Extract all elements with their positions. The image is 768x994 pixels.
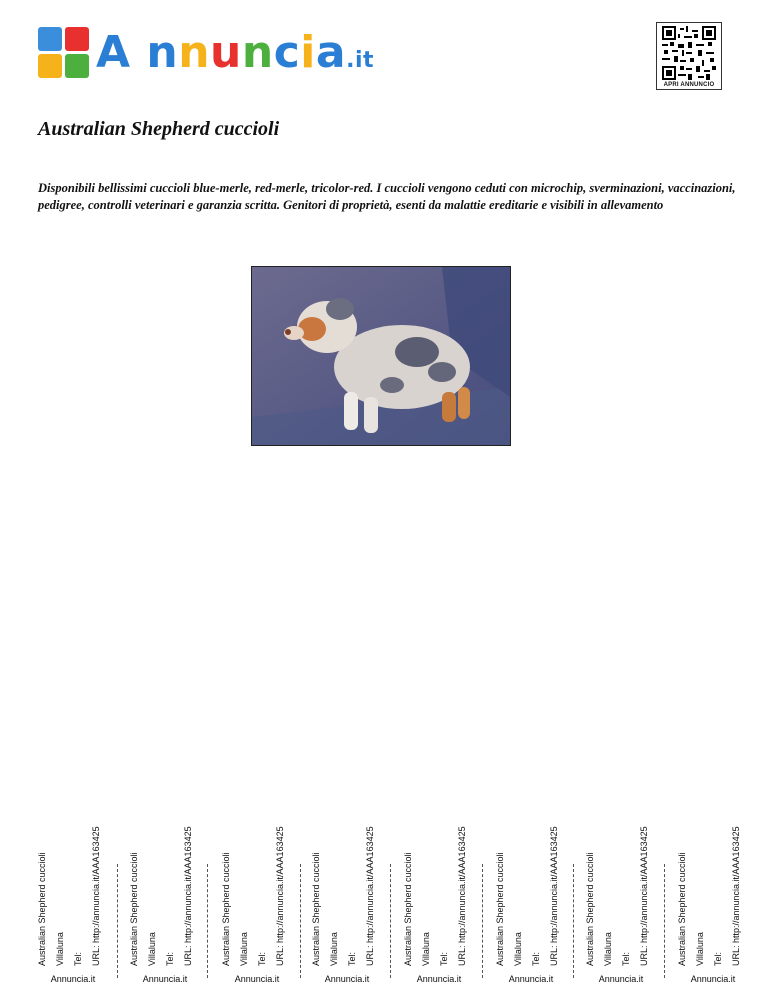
- strip-title: Australian Shepherd cuccioli: [129, 852, 139, 966]
- strip-tel: Tel:: [713, 951, 723, 966]
- strip-location: Villaluna: [603, 932, 613, 966]
- strip-title: Australian Shepherd cuccioli: [311, 852, 321, 966]
- puppy-image: [252, 267, 510, 445]
- cut-line: [664, 864, 665, 978]
- logo-squares-icon: [38, 27, 90, 79]
- tear-off-strip[interactable]: [670, 780, 756, 984]
- strip-tel: Tel:: [439, 951, 449, 966]
- tear-off-strips: [30, 780, 750, 984]
- strip-location: Villaluna: [55, 932, 65, 966]
- qr-code-box[interactable]: [656, 22, 722, 90]
- strip-brand: Annuncia.it: [598, 974, 644, 984]
- strip-title: Australian Shepherd cuccioli: [403, 852, 413, 966]
- ad-description: Disponibili bellissimi cuccioli blue-merle, red-merle, tricolor-red. I cuccioli vengono ceduti con microchip, sverminazioni, vaccinazioni, pedigree, controlli veterinari e garanzia scritta. Genitori di proprietà, esenti da malattie ereditarie e visibili in allevamento: [38, 181, 736, 212]
- strip-title: Australian Shepherd cuccioli: [585, 852, 595, 966]
- qr-label: APRI ANNUNCIO: [663, 82, 715, 88]
- strip-title: Australian Shepherd cuccioli: [495, 852, 505, 966]
- strip-brand: Annuncia.it: [50, 974, 96, 984]
- strip-url: URL: http://annuncia.it/AAA163425: [365, 826, 375, 966]
- logo-wordmark-colored: nnuncia: [146, 27, 347, 78]
- logo-wordmark: A nnuncia.it: [96, 27, 375, 78]
- strip-brand: Annuncia.it: [142, 974, 188, 984]
- annuncia-logo[interactable]: [38, 26, 374, 80]
- strip-url: URL: http://annuncia.it/AAA163425: [731, 826, 741, 966]
- strip-url: URL: http://annuncia.it/AAA163425: [549, 826, 559, 966]
- strip-tel: Tel:: [165, 951, 175, 966]
- tear-off-strip[interactable]: [214, 780, 300, 984]
- strip-url: URL: http://annuncia.it/AAA163425: [457, 826, 467, 966]
- strip-tel: Tel:: [347, 951, 357, 966]
- cut-line: [390, 864, 391, 978]
- strip-tel: Tel:: [73, 951, 83, 966]
- cut-line: [117, 864, 118, 978]
- tear-off-strip[interactable]: [488, 780, 574, 984]
- strip-title: Australian Shepherd cuccioli: [221, 852, 231, 966]
- strip-title: Australian Shepherd cuccioli: [677, 852, 687, 966]
- cut-line: [300, 864, 301, 978]
- tear-off-strip[interactable]: [578, 780, 664, 984]
- strip-url: URL: http://annuncia.it/AAA163425: [639, 826, 649, 966]
- strip-location: Villaluna: [329, 932, 339, 966]
- strip-location: Villaluna: [695, 932, 705, 966]
- tear-off-strip[interactable]: [396, 780, 482, 984]
- cut-line: [482, 864, 483, 978]
- strip-url: URL: http://annuncia.it/AAA163425: [183, 826, 193, 966]
- tear-off-strip[interactable]: [304, 780, 390, 984]
- tear-off-strip[interactable]: [30, 780, 116, 984]
- puppy-photo: [251, 266, 511, 446]
- tear-off-strip[interactable]: [122, 780, 208, 984]
- strip-brand: Annuncia.it: [690, 974, 736, 984]
- strip-location: Villaluna: [239, 932, 249, 966]
- strip-brand: Annuncia.it: [234, 974, 280, 984]
- strip-location: Villaluna: [421, 932, 431, 966]
- strip-location: Villaluna: [513, 932, 523, 966]
- strip-tel: Tel:: [621, 951, 631, 966]
- strip-url: URL: http://annuncia.it/AAA163425: [91, 826, 101, 966]
- strip-title: Australian Shepherd cuccioli: [37, 852, 47, 966]
- cut-line: [573, 864, 574, 978]
- strip-location: Villaluna: [147, 932, 157, 966]
- qr-code-icon: [662, 26, 716, 80]
- strip-tel: Tel:: [257, 951, 267, 966]
- strip-brand: Annuncia.it: [508, 974, 554, 984]
- strip-url: URL: http://annuncia.it/AAA163425: [275, 826, 285, 966]
- strip-brand: Annuncia.it: [416, 974, 462, 984]
- strip-tel: Tel:: [531, 951, 541, 966]
- ad-title: Australian Shepherd cuccioli: [38, 118, 280, 140]
- cut-line: [207, 864, 208, 978]
- strip-brand: Annuncia.it: [324, 974, 370, 984]
